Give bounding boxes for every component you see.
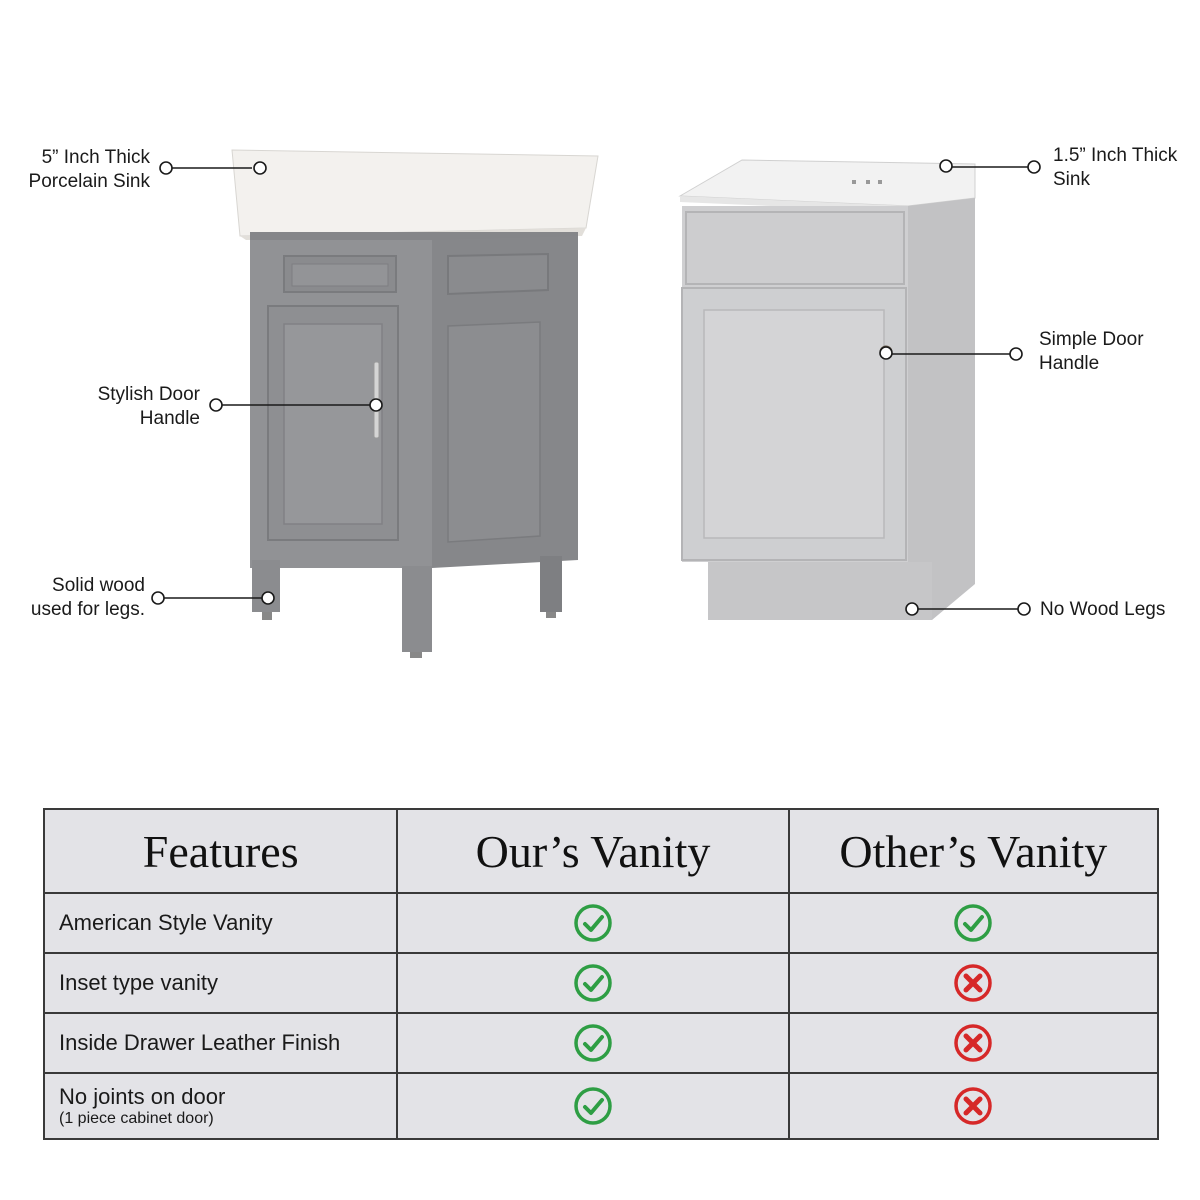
comparison-table — [43, 808, 1159, 1140]
ours-cell — [397, 893, 788, 953]
feature-sublabel: (1 piece cabinet door) — [59, 1110, 214, 1128]
callout-legs-right-line1: No Wood Legs — [1040, 599, 1166, 620]
callout-dot — [254, 162, 266, 174]
others-cell — [789, 953, 1158, 1013]
others-cell — [789, 1013, 1158, 1073]
callout-sink-left-line2: Porcelain Sink — [28, 171, 150, 192]
header-others: Other’s Vanity — [789, 809, 1158, 893]
callout-handle-left-line2: Handle — [139, 408, 200, 429]
check-icon — [573, 914, 613, 931]
callout-dot — [160, 162, 172, 174]
table-row — [44, 893, 1158, 953]
header-features: Features — [44, 809, 397, 893]
ours-cell — [397, 1073, 788, 1139]
callout-dot — [152, 592, 164, 604]
callout-handle-right — [1039, 328, 1144, 376]
header-ours: Our’s Vanity — [397, 809, 788, 893]
others-cell — [789, 1073, 1158, 1139]
callout-dot — [1018, 603, 1030, 615]
table-row — [44, 1013, 1158, 1073]
feature-label: American Style Vanity — [59, 910, 273, 936]
feature-cell — [44, 1073, 397, 1139]
table-row — [44, 953, 1158, 1013]
callout-sink-left — [29, 146, 150, 194]
callout-handle-right-line2: Handle — [1039, 353, 1100, 374]
check-icon — [573, 974, 613, 991]
feature-label: No joints on door — [59, 1084, 226, 1110]
right-vanity-image — [680, 160, 975, 620]
table-row — [44, 1073, 1158, 1139]
callout-dot — [1010, 348, 1022, 360]
cross-icon — [953, 1097, 993, 1114]
callout-dot — [906, 603, 918, 615]
callout-legs-left-line2: used for legs. — [30, 599, 145, 620]
callout-dot — [940, 160, 952, 172]
callout-dot — [1028, 161, 1040, 173]
callout-handle-left — [98, 383, 200, 431]
feature-label: Inside Drawer Leather Finish — [59, 1030, 341, 1056]
check-icon — [953, 914, 993, 931]
callout-dot — [370, 399, 382, 411]
feature-label: Inset type vanity — [59, 970, 218, 996]
feature-cell — [44, 893, 397, 953]
callout-dot — [210, 399, 222, 411]
cross-icon — [953, 974, 993, 991]
callout-legs-left — [31, 574, 145, 622]
ours-cell — [397, 953, 788, 1013]
callout-sink-right — [1053, 144, 1177, 192]
callout-dot — [880, 347, 892, 359]
feature-cell — [44, 953, 397, 1013]
callout-handle-right-line1: Simple Door — [1039, 329, 1144, 350]
callout-sink-right-line1: 1.5” Inch Thick — [1053, 145, 1178, 166]
callout-dot — [262, 592, 274, 604]
callout-handle-left-line1: Stylish Door — [97, 384, 200, 405]
callout-legs-right — [1040, 598, 1165, 622]
check-icon — [573, 1097, 613, 1114]
ours-cell — [397, 1013, 788, 1073]
callout-legs-left-line1: Solid wood — [52, 575, 145, 596]
callout-sink-right-line2: Sink — [1053, 169, 1090, 190]
table-header-row — [44, 809, 1158, 893]
feature-cell — [44, 1013, 397, 1073]
others-cell — [789, 893, 1158, 953]
left-vanity-image — [232, 150, 598, 658]
cross-icon — [953, 1034, 993, 1051]
callout-sink-left-line1: 5” Inch Thick — [41, 147, 150, 168]
check-icon — [573, 1034, 613, 1051]
